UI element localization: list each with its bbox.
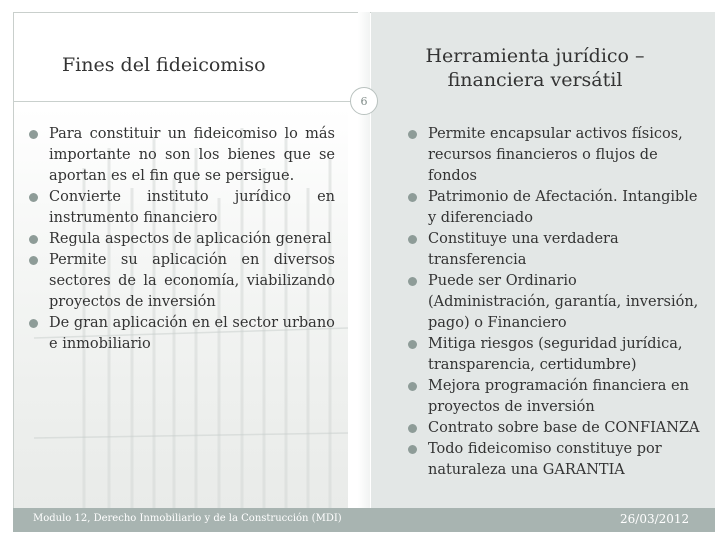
bullet-dot-icon: [29, 130, 38, 139]
list-item: [406, 376, 706, 418]
bullet-dot-icon: [408, 193, 417, 202]
bullet-line: Contrato sobre base de CONFIANZA: [428, 420, 700, 436]
bullet-line: Patrimonio de Afectación. Intangible: [428, 189, 698, 205]
bullet-line: Para constituir un fideicomiso lo más: [49, 126, 335, 142]
list-item: [27, 250, 335, 313]
bullet-dot-icon: [408, 277, 417, 286]
bullet-line: Mejora programación financiera en: [428, 378, 689, 394]
bullet-line: Todo fideicomiso constituye por: [428, 441, 662, 457]
bullet-dot-icon: [29, 235, 38, 244]
bullet-line: Convierte instituto jurídico en: [49, 189, 335, 205]
list-item: [406, 229, 706, 271]
bullet-line: Permite su aplicación en diversos: [49, 252, 335, 268]
footer-date: 26/03/2012: [620, 512, 690, 526]
bullet-line: e inmobiliario: [49, 336, 151, 352]
bullet-dot-icon: [29, 256, 38, 265]
bullet-line: proyectos de inversión: [428, 399, 595, 415]
bullet-dot-icon: [29, 193, 38, 202]
bullet-line: sectores de la economía, viabilizando: [49, 273, 335, 289]
footer-course-title: Modulo 12, Derecho Inmobiliario y de la Construcción (MDI): [33, 513, 342, 524]
bullet-dot-icon: [408, 445, 417, 454]
bullet-line: y diferenciado: [428, 210, 533, 226]
bullet-line: transferencia: [428, 252, 527, 268]
list-item: [27, 187, 335, 229]
list-item: [27, 229, 335, 250]
list-item: [27, 313, 335, 355]
list-item: [406, 334, 706, 376]
list-item: [406, 187, 706, 229]
bullet-line: fondos: [428, 168, 477, 184]
bullet-line: Permite encapsular activos físicos,: [428, 126, 683, 142]
page-number-badge: 6: [350, 87, 378, 115]
bullet-line: Puede ser Ordinario: [428, 273, 577, 289]
bullet-line: naturaleza una GARANTIA: [428, 462, 625, 478]
bullet-line: Constituye una verdadera: [428, 231, 619, 247]
right-title: [400, 44, 670, 92]
bullet-dot-icon: [408, 130, 417, 139]
title-divider-line: [13, 101, 358, 102]
bullet-line: proyectos de inversión: [49, 294, 216, 310]
bullet-line: importante no son los bienes que se: [49, 147, 335, 163]
bullet-dot-icon: [408, 235, 417, 244]
bullet-line: De gran aplicación en el sector urbano: [49, 315, 335, 331]
bullet-dot-icon: [29, 319, 38, 328]
bullet-line: (Administración, garantía, inversión,: [428, 294, 699, 310]
list-item: [406, 418, 706, 439]
bullet-line: recursos financieros o flujos de: [428, 147, 658, 163]
bullet-dot-icon: [408, 382, 417, 391]
bullet-line: pago) o Financiero: [428, 315, 567, 331]
bullet-line: instrumento financiero: [49, 210, 218, 226]
list-item: [27, 124, 335, 187]
list-item: [406, 271, 706, 334]
bullet-line: transparencia, certidumbre): [428, 357, 637, 373]
left-bullet-list: [27, 124, 335, 355]
bullet-dot-icon: [408, 340, 417, 349]
bullet-line: Regula aspectos de aplicación general: [49, 231, 332, 247]
right-bullet-list: [406, 124, 706, 481]
right-title-line: financiera versátil: [447, 69, 623, 91]
list-item: [406, 439, 706, 481]
bullet-line: aportan es el fin que se persigue.: [49, 168, 295, 184]
right-title-line: Herramienta jurídico –: [425, 45, 645, 67]
list-item: [406, 124, 706, 187]
bullet-line: Mitiga riesgos (seguridad jurídica,: [428, 336, 683, 352]
bullet-dot-icon: [408, 424, 417, 433]
left-title: Fines del fideicomiso: [62, 54, 266, 76]
